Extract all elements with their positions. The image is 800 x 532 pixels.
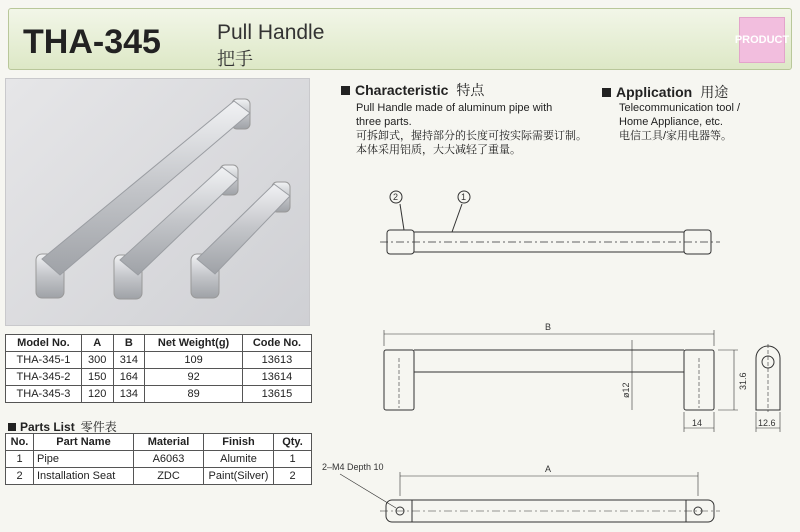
characteristic-line: 本体采用铝质，大大减轻了重量。 bbox=[356, 144, 521, 156]
bottom-view-drawing bbox=[340, 472, 720, 522]
table-cell: 1 bbox=[6, 451, 34, 468]
parts-list-title-en: Parts List bbox=[20, 420, 75, 434]
characteristic-title-cn: 特点 bbox=[456, 82, 485, 98]
parts-header-cell: Material bbox=[134, 434, 204, 451]
callout-1: 1 bbox=[461, 192, 467, 202]
parts-header-cell: Qty. bbox=[274, 434, 312, 451]
table-cell: 2 bbox=[6, 468, 34, 485]
characteristic-line: 可拆卸式，握持部分的长度可按实际需要订制。 bbox=[356, 130, 587, 142]
parts-header-cell: Finish bbox=[204, 434, 274, 451]
table-cell: Paint(Silver) bbox=[204, 468, 274, 485]
table-cell: ZDC bbox=[134, 468, 204, 485]
dim-A-label: A bbox=[545, 464, 552, 474]
characteristic-line: three parts. bbox=[356, 116, 412, 128]
product-badge: PRODUCT bbox=[739, 17, 785, 63]
product-name-cn: 把手 bbox=[217, 49, 253, 69]
table-cell: Installation Seat bbox=[34, 468, 134, 485]
dim-hole-label: 2–M4 Depth 10 bbox=[322, 462, 384, 472]
table-cell: 300 bbox=[81, 352, 113, 369]
dim-width-label: 14 bbox=[692, 418, 703, 428]
table-cell: 134 bbox=[113, 386, 145, 403]
model-number: THA-345 bbox=[23, 23, 161, 61]
spec-header-cell: A bbox=[81, 335, 113, 352]
table-cell: 164 bbox=[113, 369, 145, 386]
table-cell: 2 bbox=[274, 468, 312, 485]
parts-header-cell: No. bbox=[6, 434, 34, 451]
dim-side-label: 12.6 bbox=[758, 418, 776, 428]
characteristic-line: Pull Handle made of aluminum pipe with bbox=[356, 102, 553, 114]
application-line: Home Appliance, etc. bbox=[619, 116, 723, 128]
application-line: 电信工具/家用电器等。 bbox=[619, 130, 733, 142]
table-cell: 13614 bbox=[242, 369, 311, 386]
dim-diameter-label: ø12 bbox=[621, 382, 631, 398]
spec-header-cell: Model No. bbox=[6, 335, 82, 352]
table-cell: 13613 bbox=[242, 352, 311, 369]
application-line: Telecommunication tool / bbox=[619, 102, 741, 114]
table-cell: A6063 bbox=[134, 451, 204, 468]
callout-2: 2 bbox=[393, 192, 399, 202]
table-cell: THA-345-1 bbox=[6, 352, 82, 369]
application-title-cn: 用途 bbox=[700, 84, 729, 100]
front-view-drawing bbox=[384, 330, 738, 432]
table-cell: 13615 bbox=[242, 386, 311, 403]
table-cell: Alumite bbox=[204, 451, 274, 468]
table-cell: 150 bbox=[81, 369, 113, 386]
table-cell: Pipe bbox=[34, 451, 134, 468]
spec-header-cell: B bbox=[113, 335, 145, 352]
spec-header-cell: Net Weight(g) bbox=[145, 335, 243, 352]
table-cell: 109 bbox=[145, 352, 243, 369]
table-cell: THA-345-3 bbox=[6, 386, 82, 403]
parts-header-cell: Part Name bbox=[34, 434, 134, 451]
application-title-en: Application bbox=[616, 84, 693, 100]
dim-B-label: B bbox=[545, 322, 552, 332]
table-cell: 89 bbox=[145, 386, 243, 403]
table-cell: 314 bbox=[113, 352, 145, 369]
table-cell: 1 bbox=[274, 451, 312, 468]
parts-list-title-cn: 零件表 bbox=[80, 420, 117, 434]
table-cell: THA-345-2 bbox=[6, 369, 82, 386]
characteristic-title-en: Characteristic bbox=[355, 82, 449, 98]
table-cell: 92 bbox=[145, 369, 243, 386]
product-name-en: Pull Handle bbox=[217, 21, 325, 44]
dim-height-label: 31.6 bbox=[738, 372, 748, 390]
spec-header-cell: Code No. bbox=[242, 335, 311, 352]
top-view-drawing bbox=[380, 191, 720, 254]
table-cell: 120 bbox=[81, 386, 113, 403]
